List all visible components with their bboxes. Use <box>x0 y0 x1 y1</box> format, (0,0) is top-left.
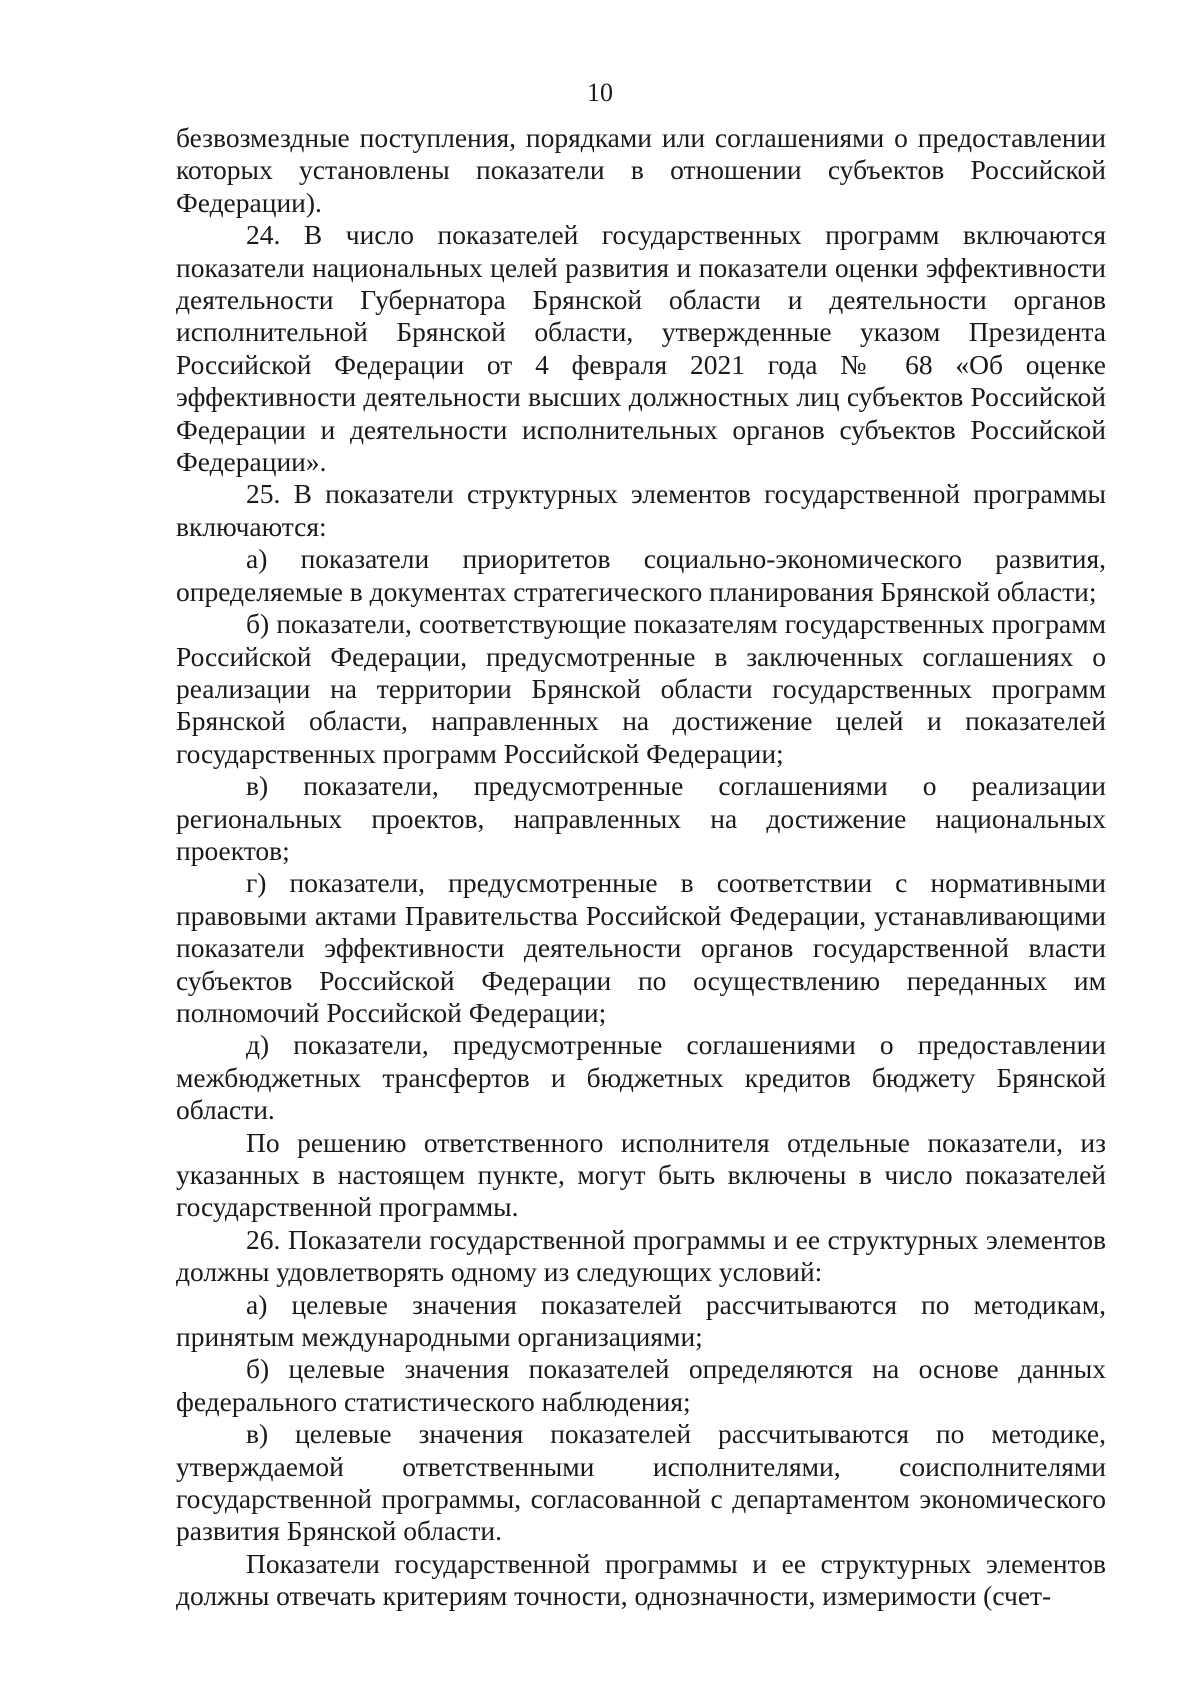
document-body <box>176 122 1106 1613</box>
condition-v: в) целевые значения показателей рассчитываются по методике, утверждаемой ответственными исполнителями, соисполнителями государственной программы, согласованной с департаментом экономического развития Брянской области. <box>176 1418 1106 1547</box>
paragraph-item-26: 26. Показатели государственной программы и ее структурных элементов должны удовлетворять одному из следующих условий: <box>176 1223 1106 1288</box>
paragraph-decision: По решению ответственного исполнителя отдельные показатели, из указанных в настоящем пункте, могут быть включены в число показателей государственной программы. <box>176 1126 1106 1223</box>
subitem-d: д) показатели, предусмотренные соглашениями о предоставлении межбюджетных трансфертов и бюджетных кредитов бюджету Брянской области. <box>176 1029 1106 1126</box>
paragraph-criteria: Показатели государственной программы и ее структурных элементов должны отвечать критериям точности, однозначности, измеримости (счет- <box>176 1547 1106 1612</box>
subitem-b: б) показатели, соответствующие показателям государственных программ Российской Федерации, предусмотренные в заключенных соглашениях о реализации на территории Брянской области государственных программ Брянской области, направленных на достижение целей и показателей государственных программ Российской Федерации; <box>176 608 1106 769</box>
subitem-v: в) показатели, предусмотренные соглашениями о реализации региональных проектов, направленных на достижение национальных проектов; <box>176 770 1106 866</box>
paragraph-item-24: 24. В число показателей государственных программ включаются показатели национальных целей развития и показатели оценки эффективности деятельности Губернатора Брянской области и деятельности органов исполнительной Брянской области, утвержденные указом Президента Российской Федерации от 4 февраля 2021 года № 68 «Об оценке эффективности деятельности высших должностных лиц субъектов Российской Федерации и деятельности исполнительных органов субъектов Российской Федерации». <box>176 219 1106 478</box>
subitem-g: г) показатели, предусмотренные в соответствии с нормативными правовыми актами Правительства Российской Федерации, устанавливающими показатели эффективности деятельности органов государственной власти субъектов Российской Федерации по осуществлению переданных им полномочий Российской Федерации; <box>176 867 1106 1028</box>
paragraph-item-25: 25. В показатели структурных элементов государственной программы включаются: <box>176 478 1106 542</box>
subitem-a: а) показатели приоритетов социально-экономического развития, определяемые в документах стратегического планирования Брянской области; <box>176 543 1106 607</box>
page-number: 10 <box>587 78 613 107</box>
condition-b: б) целевые значения показателей определяются на основе данных федерального статистического наблюдения; <box>176 1353 1106 1417</box>
condition-a: а) целевые значения показателей рассчитываются по методикам, принятым международными организациями; <box>176 1288 1106 1353</box>
paragraph-continuation: безвозмездные поступления, порядками или соглашениями о предоставлении которых установлены показатели в отношении субъектов Российской Федерации). <box>176 122 1106 218</box>
